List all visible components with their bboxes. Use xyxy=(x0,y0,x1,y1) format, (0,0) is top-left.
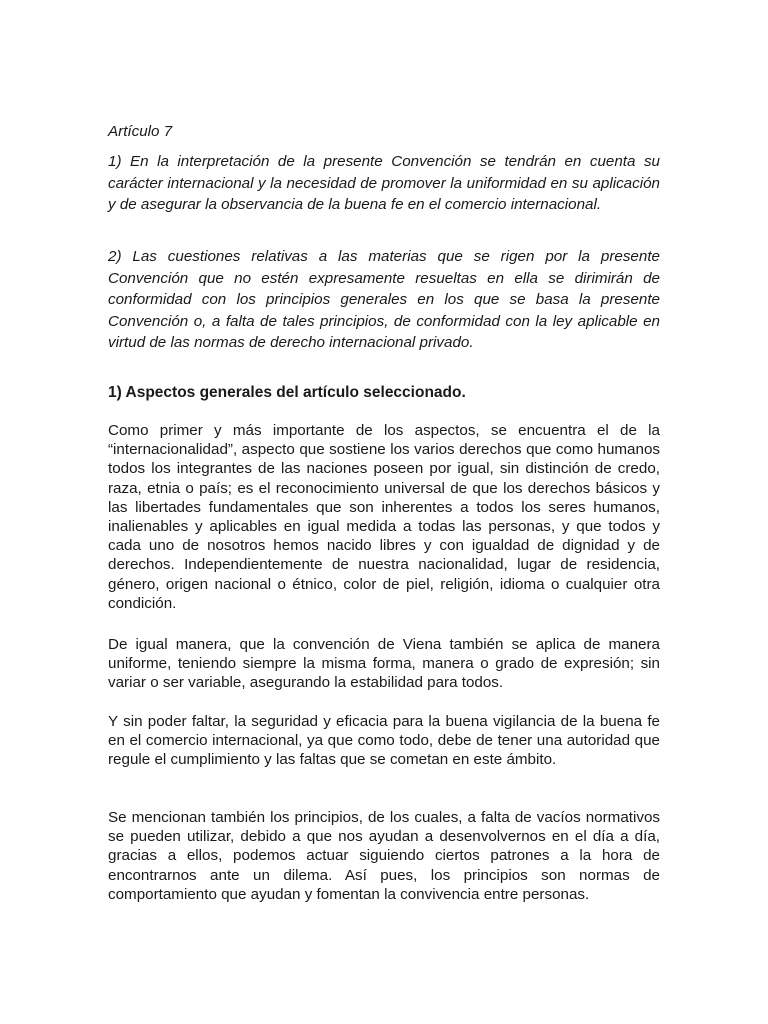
body-paragraph-3: Y sin poder faltar, la seguridad y eficacia para la buena vigilancia de la buena fe en el comercio internacional, ya que como todo, debe de tener una autoridad que regule el cumplimiento y las faltas que se cometan en este ámbito. xyxy=(108,713,660,769)
article-paragraph-1: 1) En la interpretación de la presente Convención se tendrán en cuenta su carácter internacional y la necesidad de promover la uniformidad en su aplicación y de asegurar la observancia de la buena fe en el comercio internacional. xyxy=(108,153,660,213)
article-paragraph-2: 2) Las cuestiones relativas a las materias que se rigen por la presente Convención que no estén expresamente resueltas en ella se dirimirán de conformidad con los principios generales en los que se basa la presente Convención o, a falta de tales principios, de conformidad con la ley aplicable en virtud de las normas de derecho internacional privado. xyxy=(108,248,660,351)
article-title: Artículo 7 xyxy=(108,123,173,140)
body-paragraph-1: Como primer y más importante de los aspectos, se encuentra el de la “internacionalidad”, aspecto que sostiene los varios derechos que como humanos todos los integrantes de las naciones poseen por igual, sin distinción de credo, raza, etnia o país; es el reconocimiento universal de que los derechos básicos y las libertades fundamentales que son inherentes a todos los seres humanos, inalienables y aplicables en igual medida a todas las personas, y que todos y cada uno de nosotros hemos nacido libres y con igualdad de dignidad y de derechos. Independientemente de nuestra nacionalidad, lugar de residencia, género, origen nacional o étnico, color de piel, religión, idioma o cualquier otra condición. xyxy=(108,422,660,612)
section-heading: 1) Aspectos generales del artículo seleccionado. xyxy=(108,384,466,401)
body-paragraph-4: Se mencionan también los principios, de los cuales, a falta de vacíos normativos se pueden utilizar, debido a que nos ayudan a desenvolvernos en el día a día, gracias a ellos, podemos actuar siguiendo ciertos patrones a la hora de encontrarnos ante un dilema. Así pues, los principios son normas de comportamiento que ayudan y fomentan la convivencia entre personas. xyxy=(108,809,660,903)
body-paragraph-2: De igual manera, que la convención de Viena también se aplica de manera uniforme, teniendo siempre la misma forma, manera o grado de expresión; sin variar o ser variable, asegurando la estabilidad para todos. xyxy=(108,636,660,692)
